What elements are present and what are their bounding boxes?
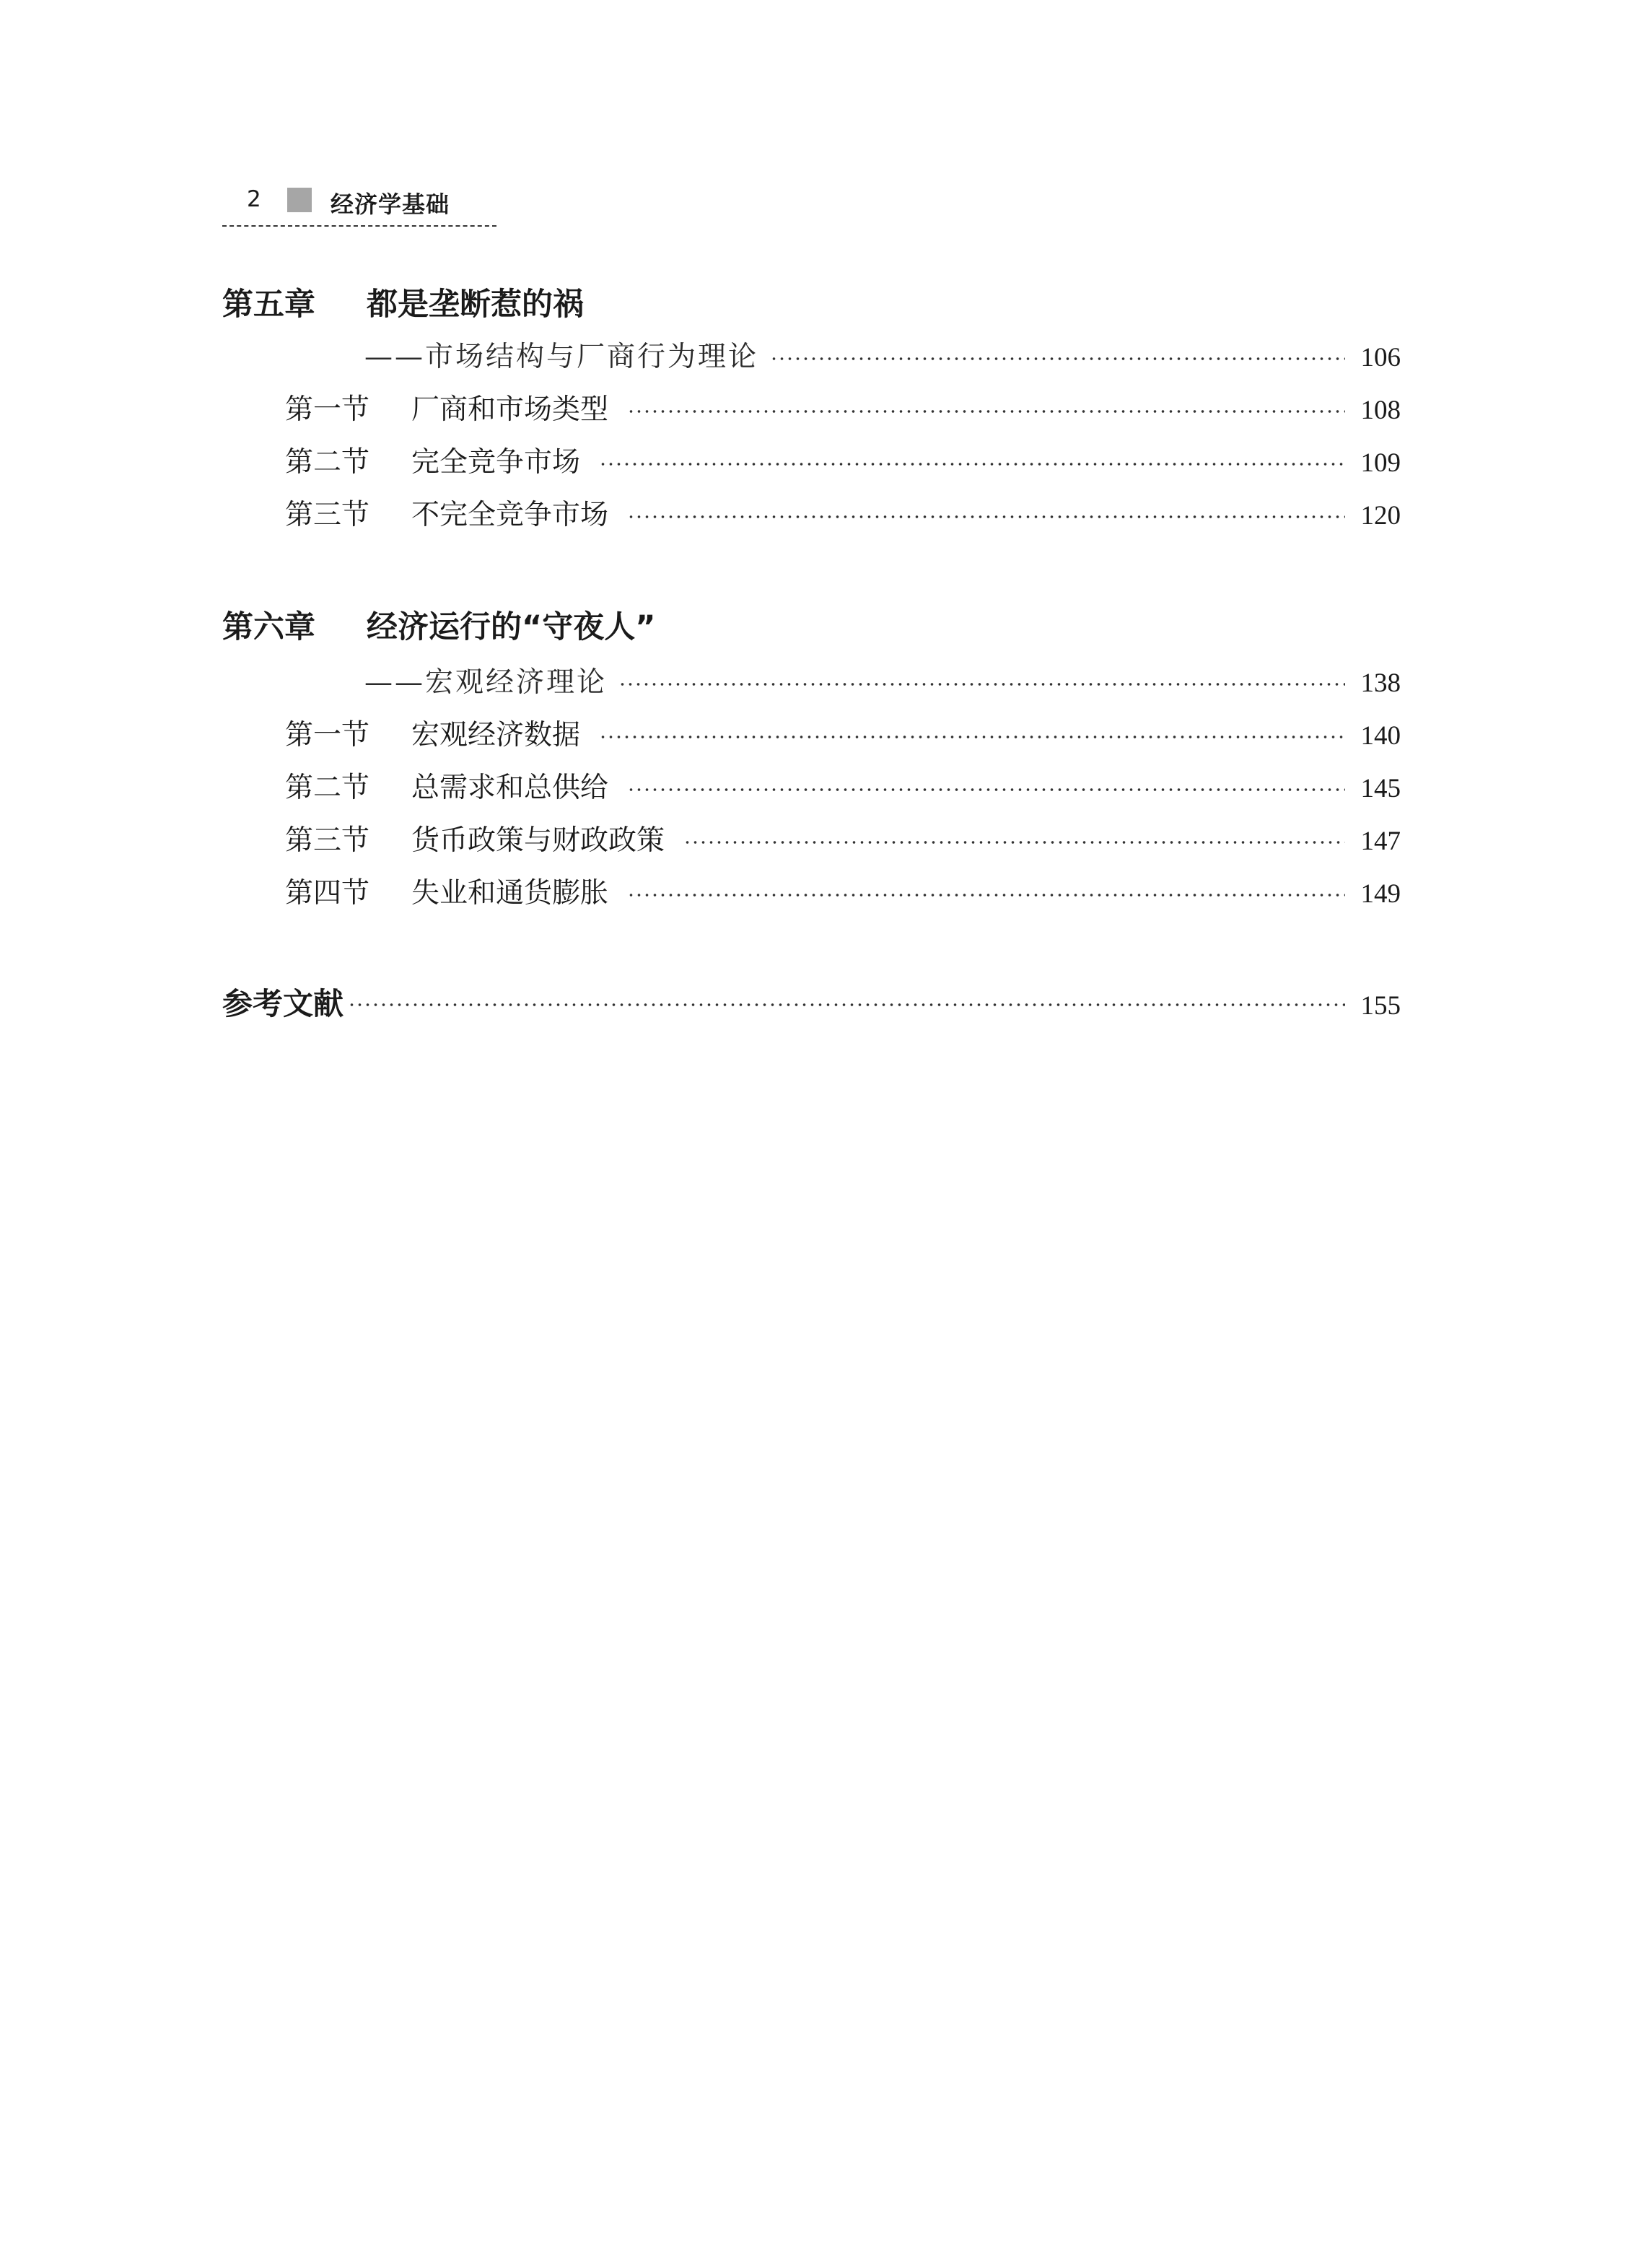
- dot-leader: [770, 357, 1344, 360]
- toc-section-row[interactable]: [285, 871, 1401, 910]
- chapter-number: 第五章: [222, 287, 315, 323]
- header-square-icon: [287, 188, 312, 212]
- dot-leader: [627, 788, 1344, 791]
- toc-section-row[interactable]: [285, 492, 1401, 531]
- section-number: 第三节: [285, 499, 370, 531]
- section-number: 第一节: [285, 393, 370, 426]
- toc-section-row[interactable]: [285, 765, 1401, 804]
- chapter-number: 第六章: [222, 609, 315, 645]
- chapter-title: 经济运行的“守夜人”: [367, 609, 656, 645]
- page-number: 140: [1360, 721, 1401, 751]
- toc-subtitle-row[interactable]: [364, 334, 1401, 373]
- section-number: 第四节: [285, 877, 370, 910]
- header-page-number: 2: [247, 186, 261, 212]
- page-number: 145: [1360, 774, 1401, 803]
- page-number: 155: [1360, 991, 1401, 1021]
- section-title: 货币政策与财政政策: [411, 824, 665, 857]
- page-number: 109: [1360, 448, 1401, 478]
- page-number: 147: [1360, 826, 1401, 856]
- section-number: 第二节: [285, 446, 370, 479]
- chapter-heading-5[interactable]: [222, 280, 584, 324]
- section-title: 厂商和市场类型: [411, 393, 609, 426]
- toc-section-row[interactable]: [285, 387, 1401, 426]
- page-number: 106: [1360, 343, 1401, 372]
- section-number: 第二节: [285, 772, 370, 804]
- toc-section-row[interactable]: [285, 440, 1401, 479]
- dot-leader: [618, 683, 1344, 686]
- page-number: 108: [1360, 396, 1401, 425]
- running-header: [222, 182, 496, 227]
- dot-leader: [627, 410, 1344, 413]
- section-title: 不完全竞争市场: [411, 499, 609, 531]
- dot-leader: [627, 515, 1344, 518]
- section-title: 宏观经济数据: [411, 719, 581, 751]
- section-title: 失业和通货膨胀: [411, 877, 609, 910]
- section-title: 总需求和总供给: [411, 772, 609, 804]
- page-number: 138: [1360, 668, 1401, 698]
- page-number: 120: [1360, 501, 1401, 531]
- section-number: 第三节: [285, 824, 370, 857]
- chapter-title: 都是垄断惹的祸: [367, 287, 584, 323]
- dot-leader: [683, 841, 1344, 844]
- section-number: 第一节: [285, 719, 370, 751]
- references-title: 参考文献: [222, 986, 344, 1021]
- chapter-heading-6[interactable]: [222, 603, 656, 647]
- toc-section-row[interactable]: [285, 712, 1401, 749]
- page-number: 149: [1360, 879, 1401, 909]
- dot-leader: [599, 463, 1344, 466]
- toc-subtitle-row[interactable]: [364, 660, 1401, 699]
- section-title: 完全竞争市场: [411, 446, 581, 479]
- chapter-subtitle: ——宏观经济理论: [364, 666, 608, 699]
- dot-leader: [348, 1003, 1344, 1006]
- toc-references-row[interactable]: [222, 980, 1401, 1021]
- toc-section-row[interactable]: [285, 818, 1401, 857]
- header-book-title: 经济学基础: [331, 191, 450, 218]
- dot-leader: [599, 736, 1344, 738]
- dot-leader: [627, 894, 1344, 897]
- chapter-subtitle: ——市场结构与厂商行为理论: [364, 341, 759, 373]
